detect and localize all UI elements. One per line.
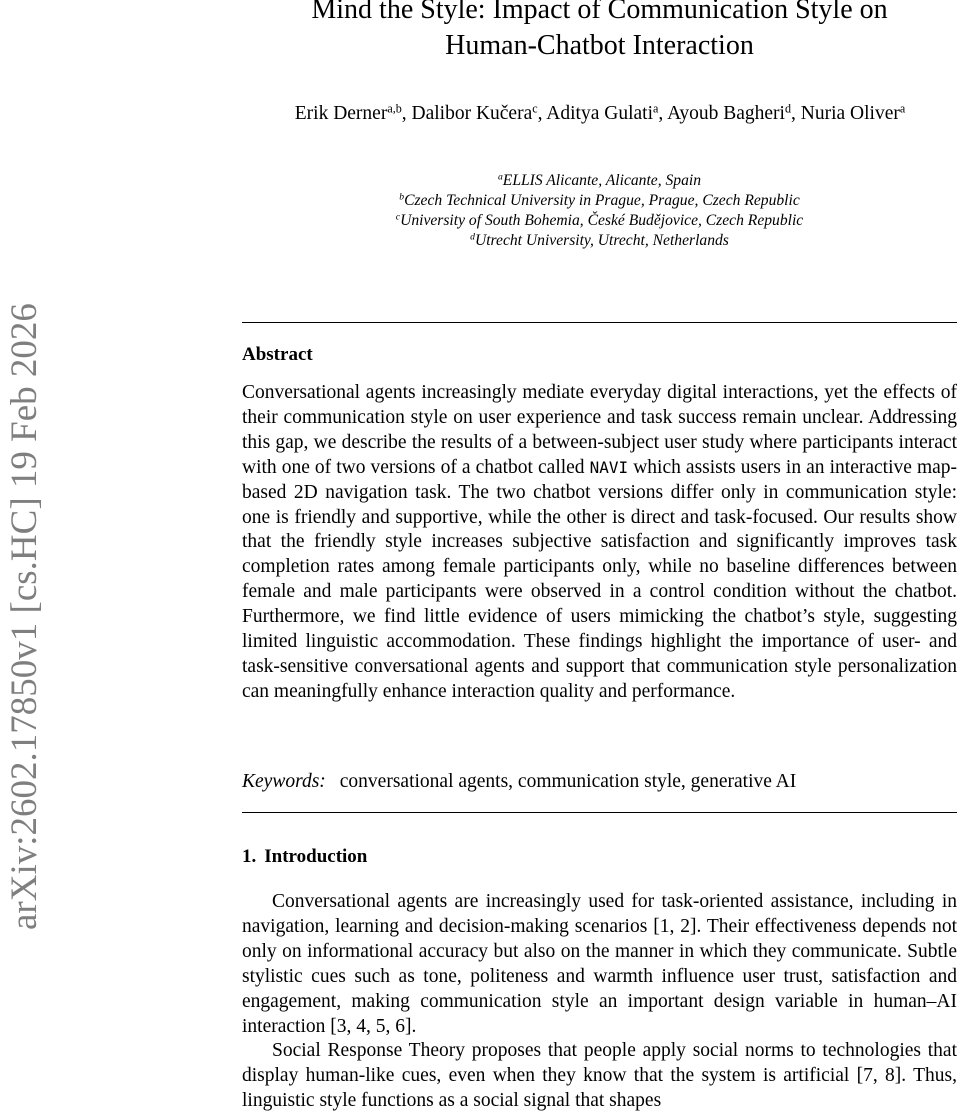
author-name: Aditya Gulati [546, 103, 653, 124]
section-number: 1. [242, 846, 257, 867]
keywords-label: Keywords: [242, 771, 326, 792]
section-title: Introduction [264, 846, 368, 867]
author [546, 103, 667, 124]
arxiv-identifier: arXiv:2602.17850v1 [cs.HC] 19 Feb 2026 [4, 303, 45, 930]
author-affiliation-mark: a,b [387, 101, 402, 116]
affiliation-text: University of South Bohemia, České Budějovice, Czech Republic [400, 212, 804, 229]
affiliation-text: Czech Technical University in Prague, Prague, Czech Republic [404, 192, 800, 209]
author [412, 103, 547, 124]
author-list [250, 101, 950, 127]
abstract-heading: Abstract [242, 344, 313, 365]
affiliation [242, 171, 957, 191]
abstract-top-rule [242, 322, 957, 323]
author-separator: , [791, 103, 801, 124]
affiliation [242, 211, 957, 231]
abstract-text-part: which assists users in an interactive map-based 2D navigation task. The two chatbot versions differ only in communication style: one is friendly and supportive, while the other is direct and task-focused. Our results show that the friendly style increases subjective satisfaction and significantly improves task completion rates among female participants only, while no baseline differences between female and male participants were observed in a control condition without the chatbot. Furthermore, we find little evidence of users mimicking the chatbot’s style, suggesting limited linguistic accommodation. These findings highlight the importance of user- and task-sensitive conversational agents and support that communication style personalization can meaningfully enhance interaction quality and performance. [242, 456, 957, 702]
affiliation-mark: d [470, 231, 475, 243]
title-line: Mind the Style: Impact of Communication Style on [311, 0, 888, 25]
affiliation-text: ELLIS Alicante, Alicante, Spain [502, 172, 702, 189]
author-affiliation-mark: a [899, 101, 906, 116]
affiliation-mark: a [497, 171, 503, 183]
author [295, 103, 412, 124]
affiliation [242, 231, 957, 251]
section-heading [242, 846, 367, 868]
abstract-text-part: Conversational agents increasingly mediate everyday digital interactions, yet the effects of their communication style on user experience and task success remain unclear. Addressing this gap, we describe the results of a between-subject user study where participants interact with one of two versions of a chatbot called [242, 382, 957, 478]
author-affiliation-mark: a [653, 101, 659, 116]
paragraph: Conversational agents are increasingly used for task-oriented assistance, including in navigation, learning and decision-making scenarios [1, 2]. Their effectiveness depends not only on informational accuracy but also on the manner in which they communicate. Subtle stylistic cues such as tone, politeness and warmth influence user trust, satisfaction and engagement, making communication style an important design variable in human–AI interaction [3, 4, 5, 6]. [242, 891, 957, 1037]
affiliation [242, 191, 957, 211]
affiliation-mark: c [395, 211, 401, 223]
author-name: Dalibor Kučera [411, 103, 533, 124]
author-name: Erik Derner [294, 103, 388, 124]
author [801, 103, 905, 124]
chatbot-name: NAVI [589, 457, 629, 477]
keywords [242, 769, 957, 794]
affiliation-text: Utrecht University, Utrecht, Netherlands [474, 232, 729, 249]
author-separator: , [537, 103, 547, 124]
author-name: Nuria Oliver [800, 103, 900, 124]
abstract-bottom-rule [242, 812, 957, 813]
author-separator: , [401, 103, 412, 124]
author-separator: , [658, 103, 668, 124]
paragraph: Social Response Theory proposes that people apply social norms to technologies that display human-like cues, even when they know that the system is artificial [7, 8]. Thus, linguistic style functions as a social signal that shapes [242, 1040, 957, 1112]
paper-title [242, 0, 957, 64]
keywords-text: conversational agents, communication style, generative AI [339, 771, 797, 792]
author-name: Ayoub Bagheri [667, 103, 785, 124]
affiliation-mark: b [399, 191, 405, 203]
abstract-text [242, 381, 957, 705]
author-affiliation-mark: d [784, 101, 792, 116]
author-affiliation-mark: c [532, 101, 538, 116]
author [667, 103, 801, 124]
introduction-body [242, 890, 957, 1114]
title-line: Human-Chatbot Interaction [445, 30, 754, 61]
affiliation-list [242, 171, 957, 251]
